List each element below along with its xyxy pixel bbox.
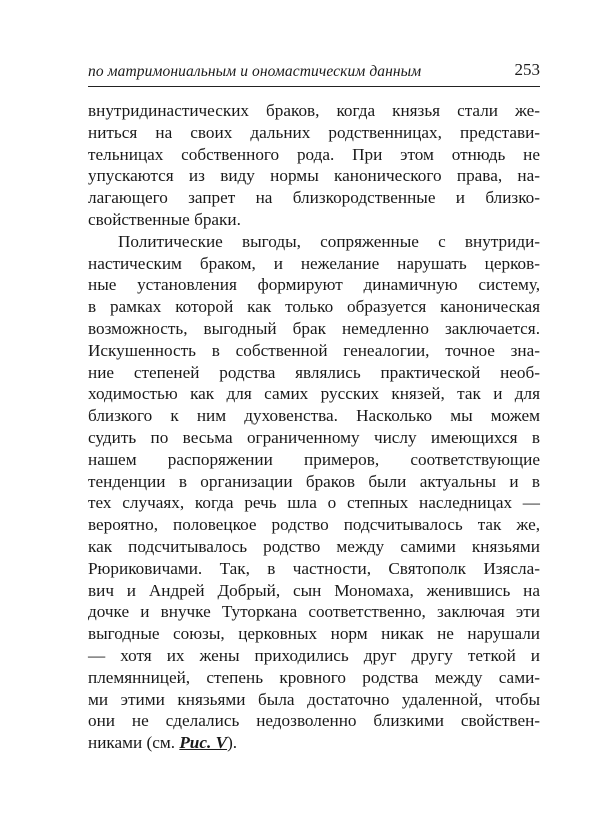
- text-line: тенденции в организации браков были актуальны и в: [88, 471, 540, 491]
- text-fragment: никами (см.: [88, 733, 180, 753]
- text-line: племянницей, степень кровного родства между сами-: [88, 667, 540, 687]
- text-line: близкого к ним духовенства. Насколько мы можем: [88, 406, 540, 426]
- text-line: Рюриковичами. Так, в частности, Святополк Изясла-: [88, 558, 540, 578]
- text-line: внутридинастических браков, когда князья стали же-: [88, 101, 540, 120]
- text-line: ние степеней родства являлись практической необ-: [88, 362, 540, 382]
- text-line: ные установления формируют динамичную систему,: [88, 275, 540, 295]
- text-line: — хотя их жены приходились друг другу теткой и: [88, 645, 540, 665]
- text-line: тельницах собственного рода. При этом отнюдь не: [88, 144, 540, 164]
- text-line: свойственные браки.: [88, 209, 241, 229]
- text-line: дочке и внучке Туторкана соответственно, заключая эти: [88, 602, 540, 622]
- figure-reference-link[interactable]: Рис. V: [179, 733, 228, 753]
- body-text: [88, 100, 540, 754]
- text-line: ходимостью как для самих русских князей, так и для: [88, 384, 540, 404]
- page-header: [88, 60, 540, 85]
- text-line: как подсчитывалось родство между самими князьями: [88, 536, 540, 556]
- header-rule: [88, 86, 540, 87]
- text-line: тех случаях, когда речь шла о степных наследницах —: [88, 493, 540, 513]
- text-line: вич и Андрей Добрый, сын Мономаха, женившись на: [88, 580, 540, 600]
- text-line: нашем распоряжении примеров, соответствующие: [88, 449, 540, 469]
- text-line: ми этими князьями была достаточно удаленной, чтобы: [88, 689, 540, 709]
- text-line: Искушенность в собственной генеалогии, точное зна-: [88, 340, 540, 360]
- text-line: лагающего запрет на близкородственные и близко-: [88, 188, 540, 208]
- text-line: вероятно, половецкое родство подсчитывалось так же,: [88, 515, 540, 535]
- text-line: в рамках которой как только образуется каноническая: [88, 297, 540, 317]
- text-line: судить по весьма ограниченному числу имеющихся в: [88, 427, 540, 447]
- text-line: Политические выгоды, сопряженные с внутриди-: [118, 231, 540, 251]
- text-line: настическим браком, и нежелание нарушать церков-: [88, 253, 540, 273]
- text-line: выгодные союзы, церковных норм никак не нарушали: [88, 624, 540, 644]
- text-line: ниться на своих дальних родственницах, представи-: [88, 122, 540, 142]
- text-line-last: [88, 732, 540, 754]
- text-line: возможность, выгодный брак немедленно заключается.: [88, 318, 540, 338]
- running-head: по матримониальным и ономастическим данным: [88, 63, 422, 80]
- text-line: они не сделались недозволенно близкими свойствен-: [88, 711, 540, 731]
- page-number: 253: [514, 60, 540, 79]
- text-fragment: ).: [227, 733, 238, 753]
- text-line: упускаются из виду нормы канонического права, на-: [88, 166, 540, 186]
